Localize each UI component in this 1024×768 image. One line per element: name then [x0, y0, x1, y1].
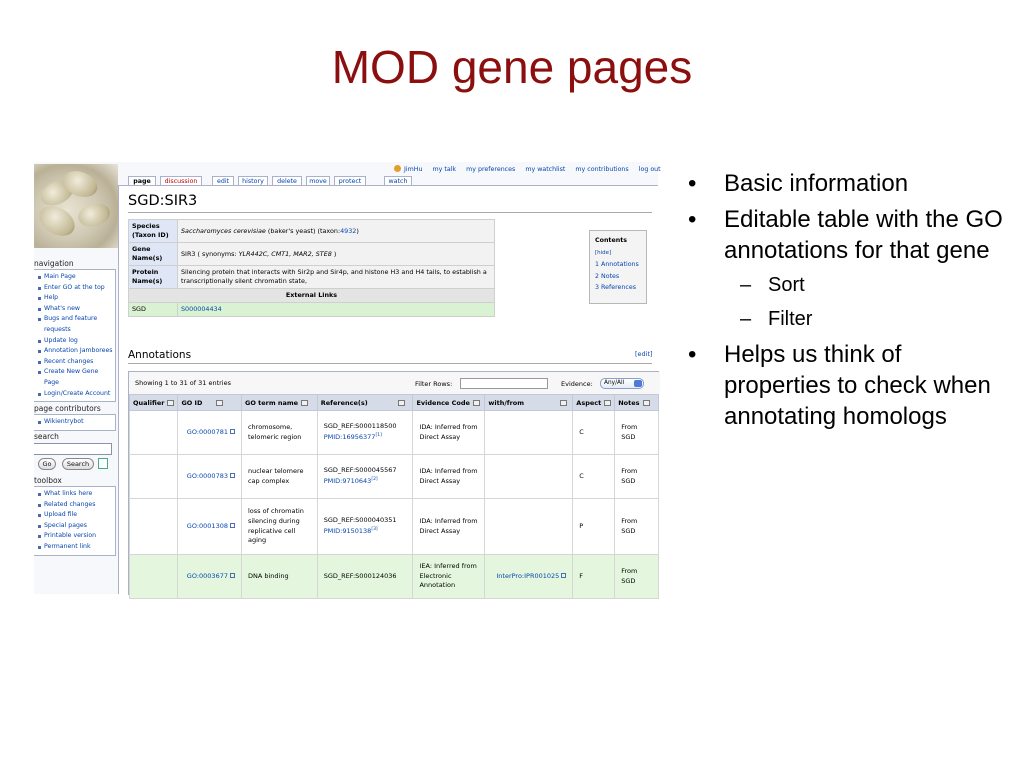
- my-talk-link[interactable]: my talk: [432, 166, 457, 173]
- tool-what-links-here[interactable]: What links here: [37, 489, 113, 500]
- sort-icon: [643, 400, 650, 406]
- go-id-link[interactable]: GO:0000781: [186, 427, 228, 436]
- nav-create-gene-page[interactable]: Create New Gene Page: [37, 367, 113, 388]
- contributors-heading: page contributors: [34, 404, 101, 413]
- contributors-portlet: [34, 414, 116, 431]
- col-go-term[interactable]: GO term name: [241, 395, 317, 411]
- navigation-portlet: [34, 269, 116, 402]
- cell-qualifier: [130, 555, 178, 599]
- my-contributions-link[interactable]: my contributions: [575, 166, 629, 173]
- cell-with-from: [485, 455, 573, 499]
- user-link[interactable]: JimHu: [394, 166, 422, 173]
- go-id-link[interactable]: GO:0003677: [186, 571, 228, 580]
- tab-history[interactable]: history: [238, 176, 268, 186]
- showing-entries: Showing 1 to 31 of 31 entries: [135, 379, 231, 387]
- tool-upload-file[interactable]: Upload file: [37, 510, 113, 521]
- external-link-icon: [230, 523, 235, 528]
- filter-rows-input[interactable]: [460, 378, 548, 389]
- col-evidence-code[interactable]: Evidence Code: [413, 395, 485, 411]
- cell-aspect: P: [573, 499, 615, 555]
- nav-whats-new[interactable]: What's new: [37, 304, 113, 315]
- sort-icon: [301, 400, 308, 406]
- external-links-header: External Links: [129, 289, 495, 303]
- sub-bullet-item: – Filter: [680, 305, 1010, 333]
- go-id-link[interactable]: GO:0000783: [186, 471, 228, 480]
- cell-aspect: F: [573, 555, 615, 599]
- cell-term: chromosome, telomeric region: [241, 411, 317, 455]
- bullet-dash: –: [740, 274, 752, 296]
- cell-notes: From SGD: [615, 555, 659, 599]
- with-from-link[interactable]: InterPro:IPR001025: [496, 571, 560, 580]
- table-header-row: [130, 395, 659, 411]
- tool-related-changes[interactable]: Related changes: [37, 500, 113, 511]
- cell-evidence: IEA: Inferred from Electronic Annotation: [413, 555, 485, 599]
- search-heading: search: [34, 432, 59, 441]
- bullet-list: [680, 168, 1010, 437]
- site-logo[interactable]: [34, 164, 118, 248]
- tool-special-pages[interactable]: Special pages: [37, 521, 113, 532]
- search-button[interactable]: Search: [62, 458, 94, 470]
- sort-icon: [560, 400, 567, 406]
- cell-term: DNA binding: [241, 555, 317, 599]
- cell-ref: SGD_REF:S000124036: [317, 555, 413, 599]
- nav-jamborees[interactable]: Annotation Jamborees: [37, 346, 113, 357]
- bullet-item: • Editable table with the GO annotations for that gene: [688, 206, 1003, 264]
- sort-icon: [473, 400, 480, 406]
- toc-hide-link[interactable]: [hide]: [595, 249, 612, 256]
- sgd-id-link[interactable]: S000004434: [178, 303, 495, 317]
- wiki-screenshot: [34, 162, 661, 594]
- cell-term: loss of chromatin silencing during replicative cell aging: [241, 499, 317, 555]
- go-button[interactable]: Go: [38, 458, 56, 470]
- sgd-label: SGD: [129, 303, 178, 317]
- slide-title: MOD gene pages: [331, 41, 693, 93]
- sort-icon: [604, 400, 611, 406]
- toc-item-annotations[interactable]: 1 Annotations: [595, 261, 639, 268]
- gene-names-label: Gene Name(s): [129, 243, 178, 266]
- annotations-grid: [128, 371, 659, 595]
- bullet-item: • Basic information: [688, 170, 909, 197]
- gene-info-table: [128, 219, 495, 317]
- cell-notes: From SGD: [615, 411, 659, 455]
- species-label: Species (Taxon ID): [129, 220, 178, 243]
- citation[interactable]: [2]: [371, 477, 378, 483]
- cell-ref: SGD_REF:S000040351: [323, 515, 397, 524]
- nav-login[interactable]: Login/Create Account: [37, 389, 113, 400]
- search-options-icon[interactable]: [98, 458, 108, 469]
- col-notes[interactable]: Notes: [615, 395, 659, 411]
- navigation-heading: navigation: [34, 259, 74, 268]
- toolbox-portlet: [34, 486, 116, 556]
- sort-icon: [398, 400, 405, 406]
- tab-watch[interactable]: watch: [384, 176, 412, 186]
- toc-item-notes[interactable]: 2 Notes: [595, 272, 620, 280]
- cell-with-from: [485, 411, 573, 455]
- nav-bugs[interactable]: Bugs and feature requests: [37, 314, 113, 335]
- cell-term: nuclear telomere cap complex: [241, 455, 317, 499]
- tab-delete[interactable]: delete: [272, 176, 302, 186]
- col-with-from[interactable]: with/from: [485, 395, 573, 411]
- cell-qualifier: [130, 411, 178, 455]
- bullet-dot: •: [688, 341, 697, 368]
- cell-qualifier: [130, 455, 178, 499]
- table-row[interactable]: [130, 455, 659, 499]
- citation[interactable]: [1]: [375, 433, 382, 439]
- bullet-item: • Helps us think of properties to check when annotating homologs: [688, 341, 991, 430]
- user-icon: [394, 165, 401, 172]
- cell-qualifier: [130, 499, 178, 555]
- sidebar: [34, 162, 118, 594]
- title-divider: [128, 212, 652, 213]
- cell-evidence: IDA: Inferred from Direct Assay: [413, 499, 485, 555]
- nav-update-log[interactable]: Update log: [37, 336, 113, 347]
- nav-recent-changes[interactable]: Recent changes: [37, 357, 113, 368]
- search-input[interactable]: [34, 443, 112, 455]
- pmid-link[interactable]: PMID:9150138: [323, 527, 372, 536]
- annotations-table: [129, 394, 659, 599]
- cell-notes: From SGD: [615, 455, 659, 499]
- bullet-dot: •: [688, 206, 697, 233]
- tab-discussion[interactable]: discussion: [160, 176, 202, 186]
- cell-notes: From SGD: [615, 499, 659, 555]
- my-watchlist-link[interactable]: my watchlist: [525, 166, 566, 173]
- taxon-link[interactable]: 4932: [340, 226, 357, 235]
- grid-toolbar: [129, 372, 660, 394]
- cell-ref: SGD_REF:S000045567: [323, 465, 397, 474]
- toc-title: Contents: [595, 237, 627, 244]
- my-preferences-link[interactable]: my preferences: [466, 166, 516, 173]
- table-row[interactable]: [130, 555, 659, 599]
- cell-aspect: C: [573, 411, 615, 455]
- col-aspect[interactable]: Aspect: [573, 395, 615, 411]
- bullet-dash: –: [740, 308, 752, 330]
- toolbox-heading: toolbox: [34, 476, 62, 485]
- nav-main-page[interactable]: Main Page: [37, 272, 113, 283]
- cell-with-from: [485, 499, 573, 555]
- evidence-label: Evidence:: [561, 380, 593, 388]
- sort-icon: [167, 400, 174, 406]
- cell-aspect: C: [573, 455, 615, 499]
- content-pane: [118, 185, 658, 594]
- tab-move[interactable]: move: [306, 176, 330, 186]
- col-references[interactable]: Reference(s): [317, 395, 413, 411]
- annotations-edit-link[interactable]: [edit]: [635, 350, 653, 358]
- user-links: [394, 165, 669, 173]
- table-of-contents: [589, 230, 647, 304]
- tab-page[interactable]: page: [128, 176, 156, 186]
- chevron-down-icon: [634, 380, 642, 387]
- protein-names-value: Silencing protein that interacts with Sir2p and Sir4p, and histone H3 and H4 tails, to establish a transcriptionally silent chromatin state,: [178, 266, 495, 289]
- annotations-heading: Annotations: [128, 349, 192, 361]
- nav-help[interactable]: Help: [37, 293, 113, 304]
- species-value: Saccharomyces cerevisiae (baker's yeast) (taxon:4932): [178, 220, 495, 243]
- cell-ref: SGD_REF:S000118500: [323, 421, 397, 430]
- annotations-divider: [128, 363, 652, 364]
- gene-names-value: SIR3 ( synonyms: YLR442C, CMT1, MAR2, STE8 ): [178, 243, 495, 266]
- page-title: SGD:SIR3: [128, 193, 198, 209]
- col-go-id[interactable]: GO ID: [178, 395, 242, 411]
- toc-item-references[interactable]: 3 References: [595, 284, 636, 291]
- col-qualifier[interactable]: Qualifier: [130, 395, 178, 411]
- citation[interactable]: [3]: [371, 527, 378, 533]
- go-id-link[interactable]: GO:0001308: [186, 521, 228, 530]
- sub-bullet-item: – Sort: [680, 271, 1010, 299]
- external-link-icon: [561, 573, 566, 578]
- tab-protect[interactable]: protect: [334, 176, 366, 186]
- pmid-link[interactable]: PMID:9710643: [323, 477, 372, 486]
- pmid-link[interactable]: PMID:16956377: [323, 433, 376, 442]
- cell-evidence: IDA: Inferred from Direct Assay: [413, 411, 485, 455]
- contributor-link[interactable]: Wikientrybot: [37, 417, 113, 428]
- evidence-select[interactable]: Any/All: [600, 378, 644, 389]
- protein-names-label: Protein Name(s): [129, 266, 178, 289]
- tool-printable-version[interactable]: Printable version: [37, 531, 113, 542]
- tab-edit[interactable]: edit: [212, 176, 234, 186]
- sort-icon: [216, 400, 223, 406]
- log-out-link[interactable]: log out: [638, 166, 661, 173]
- external-link-icon: [230, 429, 235, 434]
- tool-permanent-link[interactable]: Permanent link: [37, 542, 113, 553]
- external-link-icon: [230, 573, 235, 578]
- filter-rows-label: Filter Rows:: [415, 380, 453, 388]
- cell-evidence: IDA: Inferred from Direct Assay: [413, 455, 485, 499]
- nav-enter-go[interactable]: Enter GO at the top: [37, 283, 113, 294]
- table-row[interactable]: [130, 411, 659, 455]
- table-row[interactable]: [130, 499, 659, 555]
- bullet-dot: •: [688, 170, 697, 197]
- external-link-icon: [230, 473, 235, 478]
